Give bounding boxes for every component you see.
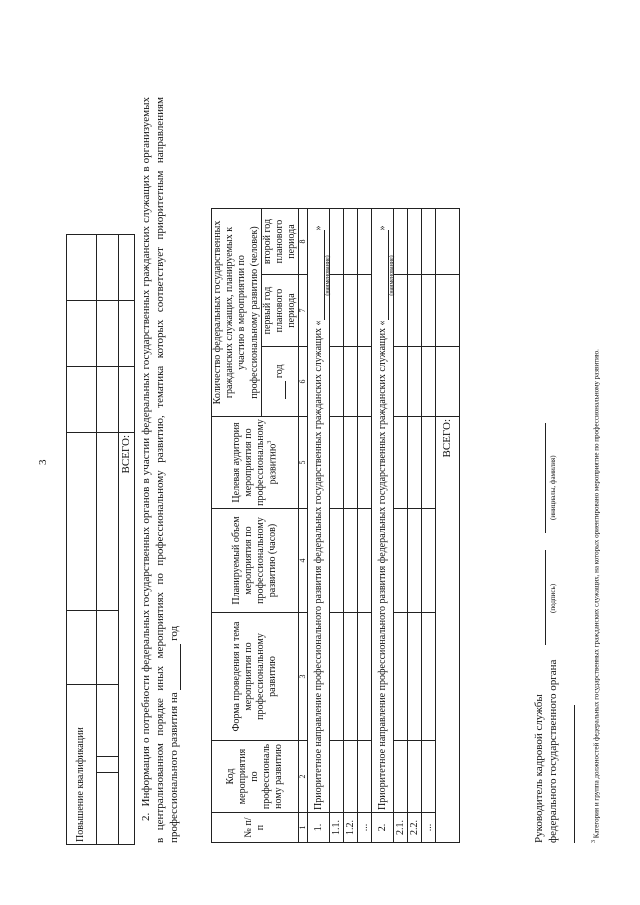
year-blank [170,644,181,690]
row-number: 1. [308,813,330,843]
table-row [212,209,262,843]
table-row [67,235,97,845]
table-row: 1.2. [344,209,358,843]
name-caption: (инициалы, фамилия) [549,455,557,520]
year-suffix: год [168,625,180,641]
total-row [436,209,460,843]
header-count: Количество федеральных государственных гражданских служащих, планируемых к участию в мероприятии по профессиональному развитию (человек) [212,209,262,417]
section-number: 2. [140,812,152,821]
direction-row [372,209,394,843]
direction-caption: (наименование) [324,255,331,296]
table-row: ... [422,209,436,843]
header-year: год [261,347,299,417]
header-audience: Целевая аудитория мероприятия по профессиональному развитию$^3$ [212,417,299,509]
table-row [97,235,119,845]
table-row [119,235,135,845]
column-numbers-row: 1 2 3 4 5 6 7 8 [299,209,308,843]
events-table [211,208,460,843]
signature-title: Руководитель кадровой службы федерального государственного органа [533,659,559,843]
section-intro [139,97,181,843]
header-second-year: второй год планового периода [261,209,299,275]
direction-row [308,209,330,843]
footnote-divider [574,705,575,843]
qualification-table [66,234,135,845]
header-number: № п/п [212,813,299,843]
direction-caption: (наименование) [388,255,395,296]
header-code: Код мероприятия по профессиональ ному развитию [212,741,299,813]
section-text: Информация о потребности федеральных государственных органов в участии федеральных государственных гражданских служащих в организуемых в централизованном порядке иных мероприятиях по профессиональному развитию, тематика которых соответствует приоритетным направлениям профессионального развития на [140,97,180,843]
name-line [545,423,546,533]
footnote: $^3$ Категория и группа должностей федеральных государственных гражданских служащих, на которых ориентировано мероприятие по профессиональному развитию. [591,349,601,843]
signature-line [545,550,546,645]
table-row: ... [358,209,372,843]
header-first-year: первый год планового периода [261,275,299,347]
table-row: 1.1. [330,209,344,843]
qualification-label: Повышение квалификации [67,685,97,845]
row-number: 2. [372,813,394,843]
table-row: 2.1. [394,209,408,843]
total-label: ВСЕГО: [119,433,135,845]
header-form: Форма проведения и тема мероприятия по профессиональному развитию [212,613,299,741]
total-label: ВСЕГО: [436,417,460,843]
header-volume: Планируемый объем мероприятия по профессиональному развитию (часов) [212,509,299,613]
footnote-mark: 3 [267,440,274,444]
sign-caption: (подпись) [549,583,557,613]
direction-cell: Приоритетное направление профессионального развития федеральных государственных гражданских служащих « (наименование) » [308,209,330,813]
direction-cell: Приоритетное направление профессионального развития федеральных государственных гражданских служащих « (наименование) » [372,209,394,813]
table-row: 2.2. [408,209,422,843]
page-number: 3 [37,459,49,465]
